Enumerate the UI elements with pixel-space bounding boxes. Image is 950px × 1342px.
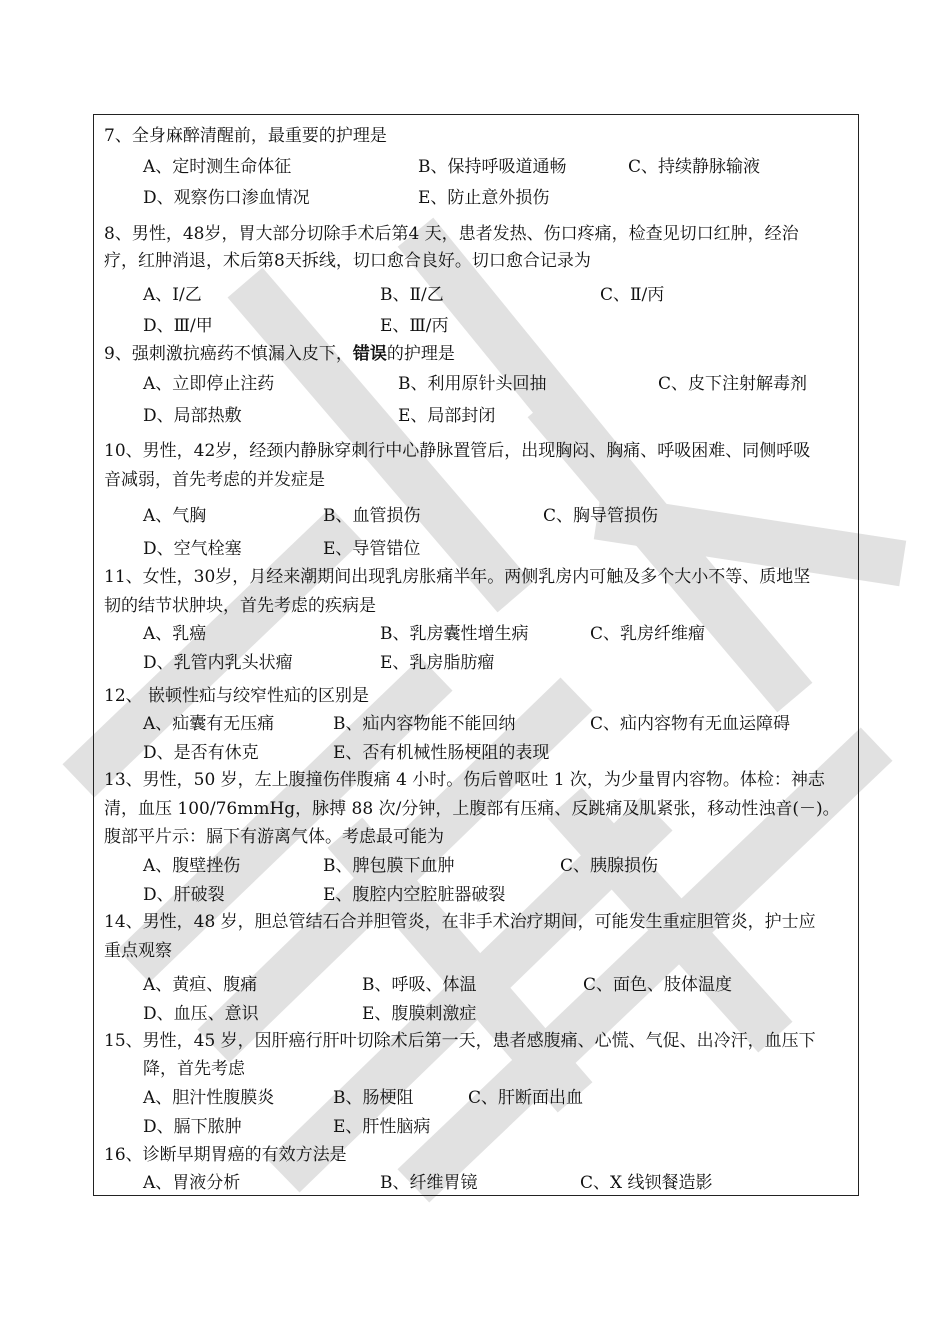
question-10-option-b: B、血管损伤	[323, 506, 421, 526]
question-14-stem-cont: 重点观察	[104, 941, 172, 961]
question-16-stem: 16、诊断早期胃癌的有效方法是	[104, 1145, 347, 1165]
question-12-option-b: B、疝内容物能不能回纳	[333, 714, 516, 734]
question-16-option-b: B、纤维胃镜	[380, 1173, 478, 1193]
question-11-option-d: D、乳管内乳头状瘤	[143, 653, 293, 673]
question-10-stem: 10、男性，42岁，经颈内静脉穿刺行中心静脉置管后，出现胸闷、胸痛、呼吸困难、同侧呼吸	[104, 441, 811, 461]
question-14-option-b: B、呼吸、体温	[362, 975, 477, 995]
question-12-stem: 12、 嵌顿性疝与绞窄性疝的区别是	[104, 686, 370, 706]
question-8-option-c: C、Ⅱ/丙	[600, 285, 665, 305]
question-12-option-c: C、疝内容物有无血运障碍	[590, 714, 791, 734]
question-16-option-a: A、胃液分析	[143, 1173, 241, 1193]
question-15-option-c: C、肝断面出血	[468, 1088, 584, 1108]
question-15-option-d: D、膈下脓肿	[143, 1117, 242, 1137]
question-10-option-a: A、气胸	[143, 506, 207, 526]
question-9-option-b: B、利用原针头回抽	[398, 374, 547, 394]
question-11-option-b: B、乳房囊性增生病	[380, 624, 529, 644]
question-13-option-c: C、胰腺损伤	[560, 856, 659, 876]
question-11-option-a: A、乳癌	[143, 624, 207, 644]
question-12-option-d: D、是否有休克	[143, 743, 259, 763]
question-9-option-e: E、局部封闭	[398, 406, 496, 426]
question-10-option-c: C、胸导管损伤	[543, 506, 659, 526]
question-14-option-a: A、黄疸、腹痛	[143, 975, 258, 995]
question-8-stem-cont: 疗，红肿消退，术后第8天拆线，切口愈合良好。切口愈合记录为	[104, 251, 591, 271]
question-13-stem-cont: 清，血压 100/76mmHg，脉搏 88 次/分钟，上腹部有压痛、反跳痛及肌紧张，移动性浊音(－)。	[104, 799, 840, 819]
question-9-stem-pre: 9、强刺激抗癌药不慎漏入皮下，	[104, 344, 353, 364]
question-12-option-a: A、疝囊有无压痛	[143, 714, 275, 734]
question-15-stem-cont: 降，首先考虑	[143, 1059, 245, 1079]
question-9-stem-emphasis: 错误	[352, 344, 387, 364]
question-9-stem	[104, 343, 455, 365]
question-8-option-a: A、Ⅰ/乙	[143, 285, 202, 305]
question-10-stem-cont: 音减弱，首先考虑的并发症是	[104, 470, 325, 490]
question-10-option-d: D、空气栓塞	[143, 539, 242, 559]
question-7-stem: 7、全身麻醉清醒前，最重要的护理是	[104, 126, 387, 146]
question-15-option-e: E、肝性脑病	[333, 1117, 431, 1137]
question-13-option-d: D、肝破裂	[143, 885, 225, 905]
question-14-option-d: D、血压、意识	[143, 1004, 259, 1024]
question-7-option-c: C、持续静脉输液	[628, 157, 761, 177]
question-11-option-e: E、乳房脂肪瘤	[380, 653, 495, 673]
question-14-option-c: C、面色、肢体温度	[583, 975, 733, 995]
question-13-option-a: A、腹壁挫伤	[143, 856, 241, 876]
question-15-stem: 15、男性，45 岁，因肝癌行肝叶切除术后第一天，患者感腹痛、心慌、气促、出冷汗，血压下	[104, 1031, 816, 1051]
question-7-option-e: E、防止意外损伤	[418, 188, 550, 208]
question-7-option-d: D、观察伤口渗血情况	[143, 188, 310, 208]
question-8-option-b: B、Ⅱ/乙	[380, 285, 444, 305]
question-13-option-b: B、脾包膜下血肿	[323, 856, 455, 876]
question-9-stem-post: 的护理是	[386, 344, 455, 364]
question-11-stem: 11、女性，30岁，月经来潮期间出现乳房胀痛半年。两侧乳房内可触及多个大小不等、质地坚	[104, 567, 811, 587]
question-8-stem: 8、男性，48岁，胃大部分切除手术后第4 天，患者发热、伤口疼痛，检查见切口红肿，经治	[104, 224, 799, 244]
question-13-stem: 13、男性，50 岁，左上腹撞伤伴腹痛 4 小时。伤后曾呕吐 1 次，为少量胃内容物。体检：神志	[104, 770, 825, 790]
question-13-option-e: E、腹腔内空腔脏器破裂	[323, 885, 506, 905]
question-9-option-a: A、立即停止注药	[143, 374, 275, 394]
question-9-option-c: C、皮下注射解毒剂	[658, 374, 808, 394]
question-11-stem-cont: 韧的结节状肿块，首先考虑的疾病是	[104, 596, 376, 616]
question-14-option-e: E、腹膜刺激症	[362, 1004, 477, 1024]
question-8-option-d: D、Ⅲ/甲	[143, 316, 213, 336]
question-15-option-b: B、肠梗阻	[333, 1088, 414, 1108]
question-13-stem-cont-2: 腹部平片示：膈下有游离气体。考虑最可能为	[104, 827, 444, 847]
question-8-option-e: E、Ⅲ/丙	[380, 316, 449, 336]
question-11-option-c: C、乳房纤维瘤	[590, 624, 706, 644]
question-15-option-a: A、胆汁性腹膜炎	[143, 1088, 275, 1108]
question-9-option-d: D、局部热敷	[143, 406, 242, 426]
question-7-option-b: B、保持呼吸道通畅	[418, 157, 567, 177]
question-12-option-e: E、否有机械性肠梗阻的表现	[333, 743, 550, 763]
question-16-option-c: C、X 线钡餐造影	[580, 1173, 713, 1193]
question-7-option-a: A、定时测生命体征	[143, 157, 292, 177]
question-10-option-e: E、导管错位	[323, 539, 421, 559]
question-14-stem: 14、男性，48 岁，胆总管结石合并胆管炎，在非手术治疗期间，可能发生重症胆管炎，护士应	[104, 912, 816, 932]
